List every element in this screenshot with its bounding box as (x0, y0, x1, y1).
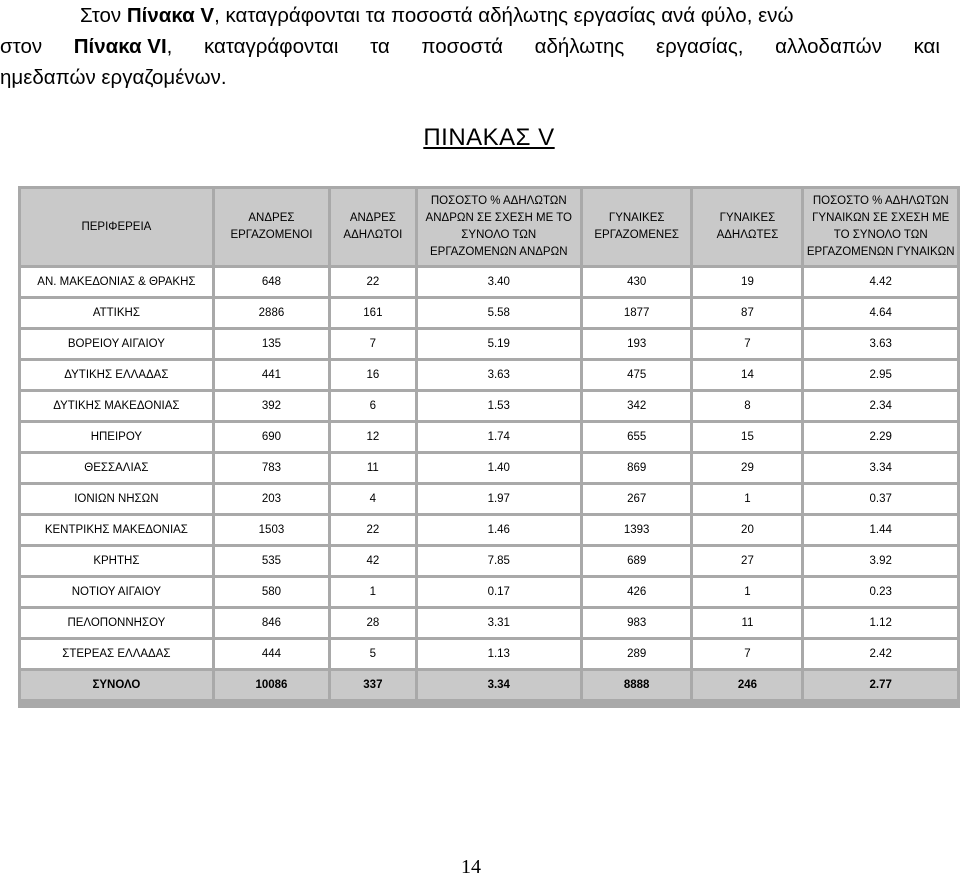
intro-word: εργασίας, (655, 35, 744, 58)
cell-men-undeclared: 42 (331, 547, 415, 575)
intro-word: στον (0, 35, 43, 58)
cell-men-percentage: 1.97 (418, 485, 580, 513)
cell-region: ΙΟΝΙΩΝ ΝΗΣΩΝ (21, 485, 212, 513)
header-men-employed: ΑΝΔΡΕΣ ΕΡΓΑΖΟΜΕΝΟΙ (215, 189, 328, 265)
intro-line-3: ημεδαπών εργαζομένων. (0, 66, 227, 89)
statistics-table (18, 186, 960, 702)
cell-women-undeclared: 7 (693, 640, 801, 668)
cell-men-percentage: 1.46 (418, 516, 580, 544)
intro-punct: , (166, 35, 173, 58)
table-reference: Πίνακα V (126, 4, 215, 27)
intro-line-1 (0, 0, 960, 31)
cell-women-undeclared: 87 (693, 299, 801, 327)
cell-men-percentage: 3.63 (418, 361, 580, 389)
cell-women-employed: 430 (583, 268, 691, 296)
cell-men-employed: 648 (215, 268, 328, 296)
table-row (21, 392, 957, 420)
table-body (21, 268, 957, 699)
cell-men-percentage: 1.74 (418, 423, 580, 451)
cell-men-employed: 846 (215, 609, 328, 637)
table-container (18, 186, 960, 708)
cell-women-percentage: 2.29 (804, 423, 957, 451)
cell-men-employed: 1503 (215, 516, 328, 544)
cell-men-undeclared: 22 (331, 268, 415, 296)
cell-region: ΔΥΤΙΚΗΣ ΕΛΛΑΔΑΣ (21, 361, 212, 389)
intro-word (74, 31, 173, 62)
header-region: ΠΕΡΙΦΕΡΕΙΑ (21, 189, 212, 265)
cell-women-percentage: 2.34 (804, 392, 957, 420)
cell-men-percentage: 7.85 (418, 547, 580, 575)
table-row (21, 299, 957, 327)
cell-region: ΒΟΡΕΙΟΥ ΑΙΓΑΙΟΥ (21, 330, 212, 358)
cell-men-percentage: 1.53 (418, 392, 580, 420)
cell-men-undeclared: 161 (331, 299, 415, 327)
total-cell-women-employed: 8888 (583, 671, 691, 699)
cell-men-employed: 135 (215, 330, 328, 358)
intro-word: ποσοστά (421, 35, 503, 58)
header-women-employed: ΓΥΝΑΙΚΕΣ ΕΡΓΑΖΟΜΕΝΕΣ (583, 189, 691, 265)
cell-women-percentage: 3.92 (804, 547, 957, 575)
cell-women-undeclared: 7 (693, 330, 801, 358)
cell-women-undeclared: 8 (693, 392, 801, 420)
cell-region: ΠΕΛΟΠΟΝΝΗΣΟΥ (21, 609, 212, 637)
total-cell-region: ΣΥΝΟΛΟ (21, 671, 212, 699)
cell-men-employed: 535 (215, 547, 328, 575)
table-row (21, 640, 957, 668)
cell-region: ΑΝ. ΜΑΚΕΔΟΝΙΑΣ & ΘΡΑΚΗΣ (21, 268, 212, 296)
intro-word: και (913, 35, 940, 58)
table-row (21, 578, 957, 606)
header-women-undeclared: ΓΥΝΑΙΚΕΣ ΑΔΗΛΩΤΕΣ (693, 189, 801, 265)
cell-men-employed: 392 (215, 392, 328, 420)
cell-men-percentage: 5.58 (418, 299, 580, 327)
cell-men-percentage: 1.40 (418, 454, 580, 482)
total-cell-women-percentage: 2.77 (804, 671, 957, 699)
cell-women-employed: 655 (583, 423, 691, 451)
cell-region: ΗΠΕΙΡΟΥ (21, 423, 212, 451)
table-header-row (21, 189, 957, 265)
table-row (21, 330, 957, 358)
cell-women-undeclared: 1 (693, 485, 801, 513)
cell-men-undeclared: 4 (331, 485, 415, 513)
intro-word: καταγράφονται (204, 35, 339, 58)
cell-women-undeclared: 29 (693, 454, 801, 482)
cell-men-undeclared: 7 (331, 330, 415, 358)
cell-women-percentage: 2.42 (804, 640, 957, 668)
cell-men-undeclared: 1 (331, 578, 415, 606)
cell-men-employed: 444 (215, 640, 328, 668)
cell-women-percentage: 4.64 (804, 299, 957, 327)
table-row (21, 516, 957, 544)
intro-text: Στον (80, 4, 127, 27)
cell-women-employed: 289 (583, 640, 691, 668)
cell-men-employed: 783 (215, 454, 328, 482)
cell-men-undeclared: 22 (331, 516, 415, 544)
total-cell-men-undeclared: 337 (331, 671, 415, 699)
cell-women-percentage: 4.42 (804, 268, 957, 296)
cell-women-percentage: 0.23 (804, 578, 957, 606)
cell-men-undeclared: 6 (331, 392, 415, 420)
cell-men-employed: 690 (215, 423, 328, 451)
cell-women-employed: 342 (583, 392, 691, 420)
cell-region: ΔΥΤΙΚΗΣ ΜΑΚΕΔΟΝΙΑΣ (21, 392, 212, 420)
cell-region: ΘΕΣΣΑΛΙΑΣ (21, 454, 212, 482)
table-row (21, 268, 957, 296)
cell-region: ΚΕΝΤΡΙΚΗΣ ΜΑΚΕΔΟΝΙΑΣ (21, 516, 212, 544)
intro-word: αδήλωτης (534, 35, 625, 58)
table-row (21, 609, 957, 637)
cell-region: ΣΤΕΡΕΑΣ ΕΛΛΑΔΑΣ (21, 640, 212, 668)
cell-women-employed: 869 (583, 454, 691, 482)
cell-men-employed: 203 (215, 485, 328, 513)
cell-women-undeclared: 27 (693, 547, 801, 575)
cell-women-percentage: 0.37 (804, 485, 957, 513)
cell-women-percentage: 3.63 (804, 330, 957, 358)
cell-men-undeclared: 5 (331, 640, 415, 668)
cell-women-employed: 983 (583, 609, 691, 637)
intro-text: , καταγράφονται τα ποσοστά αδήλωτης εργασίας ανά φύλο, ενώ (214, 4, 794, 27)
cell-women-percentage: 1.12 (804, 609, 957, 637)
cell-men-percentage: 1.13 (418, 640, 580, 668)
cell-men-employed: 580 (215, 578, 328, 606)
cell-men-percentage: 5.19 (418, 330, 580, 358)
cell-region: ΑΤΤΙΚΗΣ (21, 299, 212, 327)
cell-women-undeclared: 15 (693, 423, 801, 451)
header-men-percentage: ΠΟΣΟΣΤΟ % ΑΔΗΛΩΤΩΝ ΑΝΔΡΩΝ ΣΕ ΣΧΕΣΗ ΜΕ ΤΟ ΣΥΝΟΛΟ ΤΩΝ ΕΡΓΑΖΟΜΕΝΩΝ ΑΝΔΡΩΝ (418, 189, 580, 265)
total-cell-women-undeclared: 246 (693, 671, 801, 699)
intro-word: τα (370, 35, 390, 58)
cell-men-employed: 441 (215, 361, 328, 389)
table-reference: Πίνακα VI (73, 35, 167, 58)
cell-men-percentage: 3.40 (418, 268, 580, 296)
cell-women-undeclared: 1 (693, 578, 801, 606)
cell-men-percentage: 3.31 (418, 609, 580, 637)
cell-women-percentage: 3.34 (804, 454, 957, 482)
cell-women-employed: 475 (583, 361, 691, 389)
cell-region: ΚΡΗΤΗΣ (21, 547, 212, 575)
cell-women-undeclared: 14 (693, 361, 801, 389)
cell-men-undeclared: 12 (331, 423, 415, 451)
table-row (21, 423, 957, 451)
cell-men-percentage: 0.17 (418, 578, 580, 606)
table-row (21, 454, 957, 482)
cell-women-percentage: 1.44 (804, 516, 957, 544)
cell-women-employed: 689 (583, 547, 691, 575)
cell-men-undeclared: 11 (331, 454, 415, 482)
table-row (21, 361, 957, 389)
header-men-undeclared: ΑΝΔΡΕΣ ΑΔΗΛΩΤΟΙ (331, 189, 415, 265)
cell-women-employed: 193 (583, 330, 691, 358)
total-cell-men-employed: 10086 (215, 671, 328, 699)
header-women-percentage: ΠΟΣΟΣΤΟ % ΑΔΗΛΩΤΩΝ ΓΥΝΑΙΚΩΝ ΣΕ ΣΧΕΣΗ ΜΕ ΤΟ ΣΥΝΟΛΟ ΤΩΝ ΕΡΓΑΖΟΜΕΝΩΝ ΓΥΝΑΙΚΩΝ (804, 189, 957, 265)
table-total-row (21, 671, 957, 699)
cell-women-employed: 1393 (583, 516, 691, 544)
cell-region: ΝΟΤΙΟΥ ΑΙΓΑΙΟΥ (21, 578, 212, 606)
cell-women-employed: 426 (583, 578, 691, 606)
table-row (21, 485, 957, 513)
total-cell-men-percentage: 3.34 (418, 671, 580, 699)
cell-women-undeclared: 11 (693, 609, 801, 637)
cell-women-percentage: 2.95 (804, 361, 957, 389)
cell-women-undeclared: 19 (693, 268, 801, 296)
cell-women-undeclared: 20 (693, 516, 801, 544)
cell-men-undeclared: 28 (331, 609, 415, 637)
cell-women-employed: 267 (583, 485, 691, 513)
intro-word: αλλοδαπών (775, 35, 882, 58)
intro-paragraph (0, 0, 960, 93)
cell-men-employed: 2886 (215, 299, 328, 327)
page-number: 14 (461, 856, 481, 878)
intro-line-2 (0, 31, 940, 62)
cell-women-employed: 1877 (583, 299, 691, 327)
table-title: ΠΙΝΑΚΑΣ V (423, 124, 555, 151)
cell-men-undeclared: 16 (331, 361, 415, 389)
table-row (21, 547, 957, 575)
